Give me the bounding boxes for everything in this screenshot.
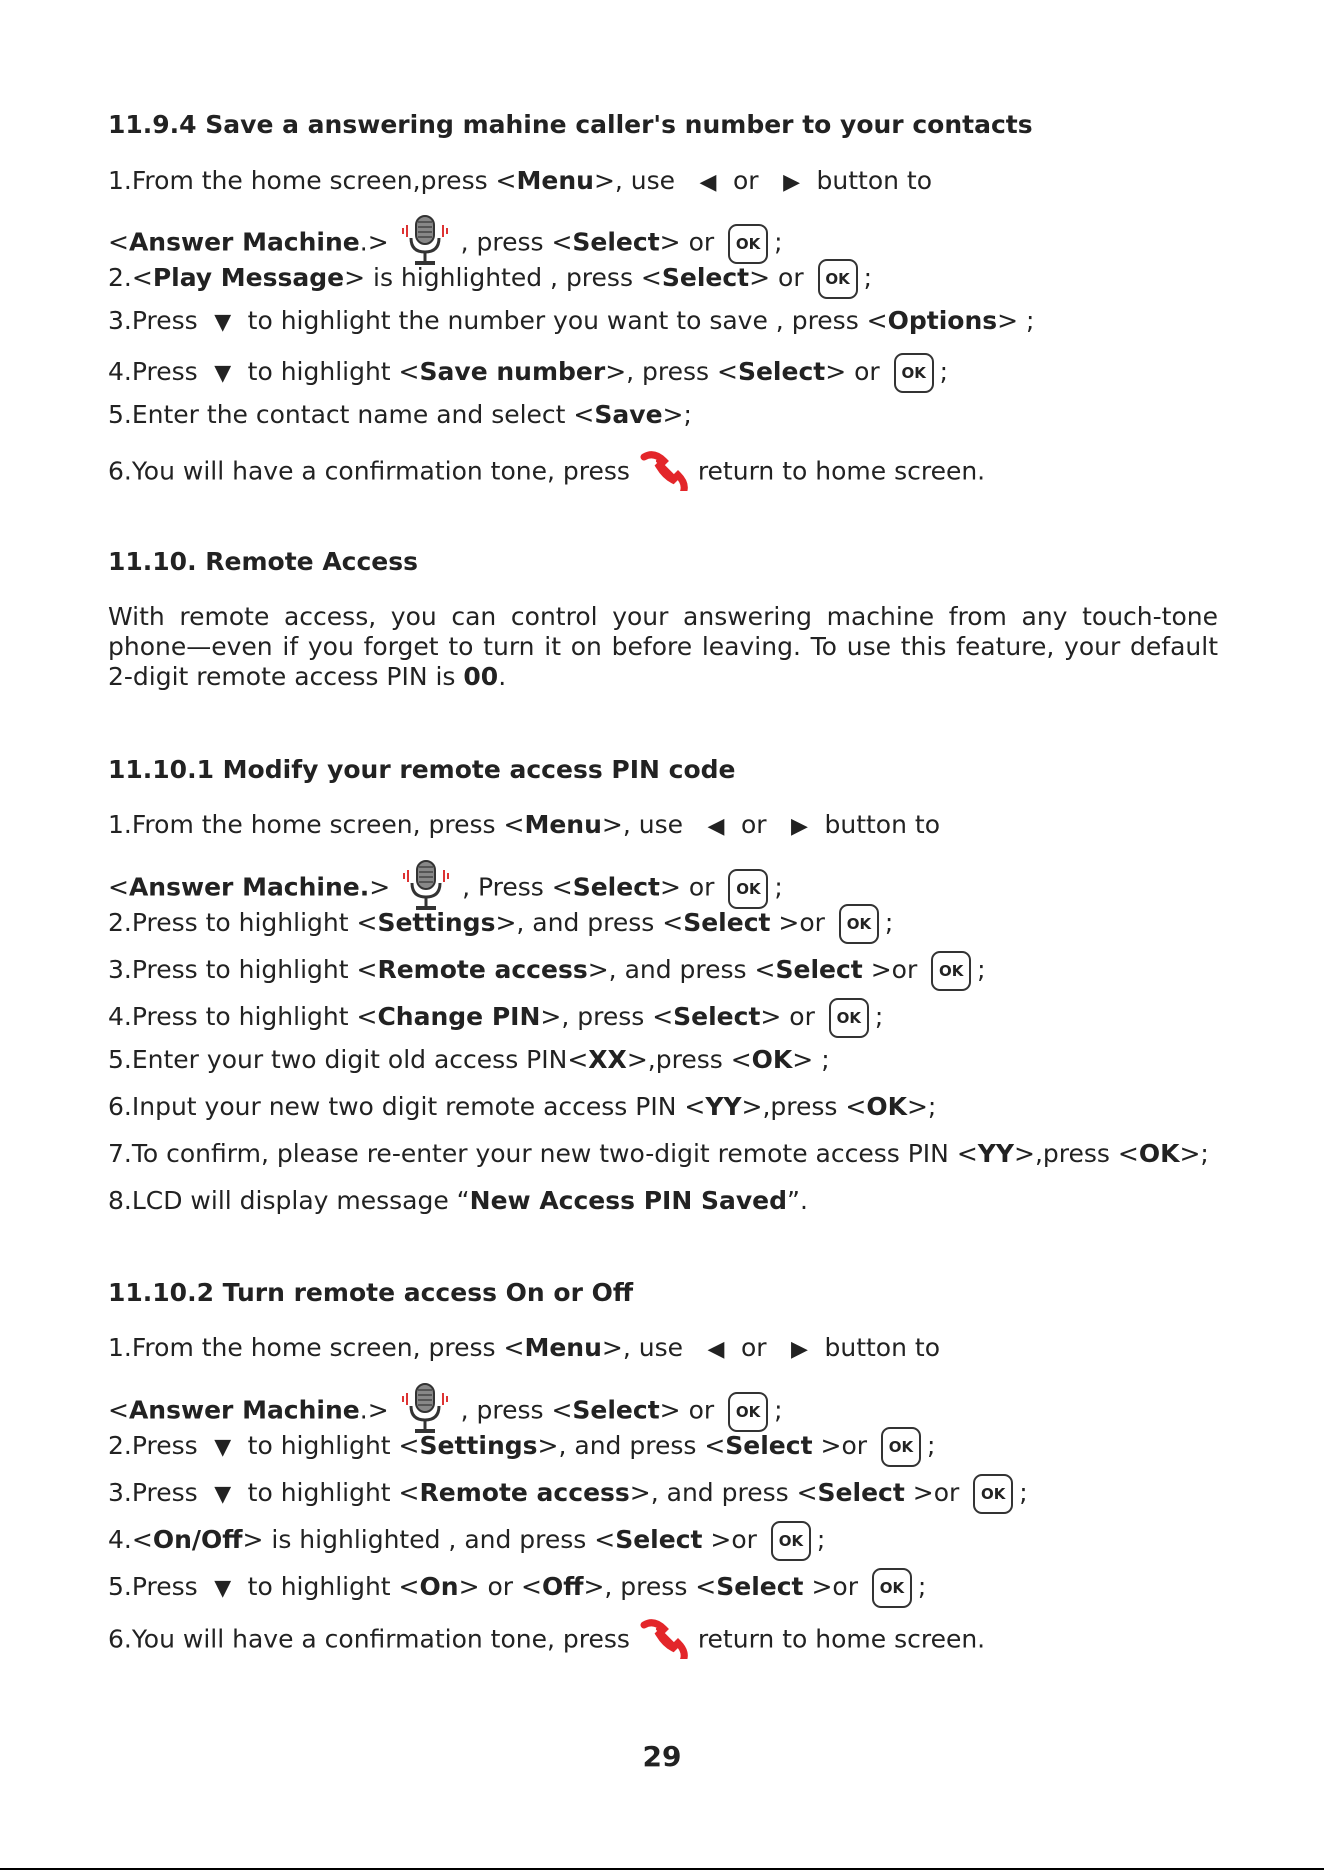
text: ; bbox=[863, 263, 872, 292]
text: > or < bbox=[458, 1572, 542, 1601]
pin-placeholder: YY bbox=[977, 1139, 1014, 1168]
select-key-label: Select bbox=[572, 872, 660, 902]
text: or bbox=[740, 1333, 767, 1362]
step-line bbox=[108, 166, 932, 198]
text: >; bbox=[662, 400, 692, 429]
select-key-label: Select bbox=[615, 1525, 703, 1554]
menu-item-label: Settings bbox=[377, 908, 496, 937]
text: >or bbox=[702, 1525, 757, 1554]
ok-key-icon: OK bbox=[973, 1474, 1013, 1514]
text: ; bbox=[939, 357, 949, 386]
text: >, press < bbox=[583, 1572, 717, 1601]
save-key-label: Save bbox=[594, 400, 663, 429]
menu-key-label: Menu bbox=[524, 810, 602, 839]
left-arrow-icon: ◀ bbox=[699, 170, 717, 195]
down-arrow-icon: ▼ bbox=[214, 310, 232, 335]
text: 6.You will have a confirmation tone, press bbox=[108, 456, 630, 486]
select-key-label: Select bbox=[572, 1395, 660, 1425]
select-key-label: Select bbox=[775, 955, 863, 984]
text: >or bbox=[904, 1478, 960, 1507]
text: ; bbox=[874, 1002, 884, 1031]
text: return to home screen. bbox=[697, 1624, 986, 1654]
text: > or bbox=[760, 1002, 815, 1031]
menu-item-label: Settings bbox=[419, 1431, 538, 1460]
text: < bbox=[108, 227, 129, 257]
text: >, and press < bbox=[629, 1478, 818, 1507]
step-line bbox=[108, 1139, 1209, 1169]
menu-item-label: Change PIN bbox=[377, 1002, 541, 1031]
select-key-label: Select bbox=[683, 908, 771, 937]
step-line bbox=[108, 1521, 825, 1561]
text: 1.From the home screen,press < bbox=[108, 166, 517, 195]
text: 3.Press bbox=[108, 1478, 198, 1507]
step-line bbox=[108, 1333, 940, 1365]
step-line bbox=[108, 259, 872, 299]
text: >,press < bbox=[626, 1045, 752, 1074]
text: 4.Press bbox=[108, 357, 198, 386]
ok-key-icon: OK bbox=[728, 869, 768, 909]
text: 4.< bbox=[108, 1525, 153, 1554]
text: > is highlighted , and press < bbox=[242, 1525, 616, 1554]
ok-key-icon: OK bbox=[931, 951, 971, 991]
page-number: 29 bbox=[642, 1740, 682, 1773]
section-heading: 11.10.1 Modify your remote access PIN code bbox=[108, 755, 736, 784]
text: return to home screen. bbox=[697, 456, 986, 486]
step-line bbox=[108, 1427, 935, 1467]
step-line bbox=[108, 1474, 1028, 1514]
end-call-icon bbox=[638, 447, 690, 498]
menu-key-label: Menu bbox=[524, 1333, 602, 1362]
select-key-label: Select bbox=[673, 1002, 761, 1031]
step-line bbox=[108, 400, 692, 430]
text: 5.Enter the contact name and select < bbox=[108, 400, 595, 429]
text: to highlight < bbox=[247, 357, 420, 386]
step-line bbox=[108, 1045, 830, 1075]
ok-key-icon: OK bbox=[881, 1427, 921, 1467]
ok-key-label: OK bbox=[751, 1045, 793, 1074]
down-arrow-icon: ▼ bbox=[214, 1482, 232, 1507]
options-key-label: Options bbox=[887, 306, 998, 335]
intro-paragraph bbox=[108, 602, 1218, 692]
ok-key-label: OK bbox=[1138, 1139, 1180, 1168]
text: >or bbox=[770, 908, 825, 937]
step-line bbox=[108, 353, 948, 393]
ok-key-icon: OK bbox=[818, 259, 858, 299]
text: >, use bbox=[601, 1333, 683, 1362]
text: 2.< bbox=[108, 263, 153, 292]
text: ; bbox=[917, 1572, 927, 1601]
text: > ; bbox=[997, 306, 1035, 335]
text: ; bbox=[926, 1431, 936, 1460]
ok-key-icon: OK bbox=[728, 1392, 768, 1432]
option-on: On bbox=[419, 1572, 459, 1601]
text: With remote access, you can control your answering machine from any touch-tone phone—even if you forget to turn it on before leaving. To use this feature, your default 2-digit remote access PIN is bbox=[108, 602, 1218, 691]
menu-item-label: Answer Machine bbox=[128, 227, 360, 257]
text: > or bbox=[749, 263, 804, 292]
text: 2.Press bbox=[108, 1431, 198, 1460]
menu-item-label: Play Message bbox=[152, 263, 345, 292]
text: button to bbox=[816, 166, 933, 195]
left-arrow-icon: ◀ bbox=[707, 814, 725, 839]
text: ; bbox=[977, 955, 986, 984]
text: > or bbox=[825, 357, 880, 386]
text: > ; bbox=[792, 1045, 830, 1074]
text: > bbox=[369, 872, 391, 902]
text: 4.Press to highlight < bbox=[108, 1002, 378, 1031]
text: to highlight < bbox=[247, 1572, 420, 1601]
text: ; bbox=[774, 227, 783, 257]
ok-key-icon: OK bbox=[872, 1568, 912, 1608]
ok-key-icon: OK bbox=[728, 224, 768, 264]
step-line bbox=[108, 998, 883, 1038]
text: >, use bbox=[601, 810, 683, 839]
text: .> bbox=[359, 1395, 389, 1425]
section-heading: 11.9.4 Save a answering mahine caller's number to your contacts bbox=[108, 110, 1033, 139]
text: 3.Press bbox=[108, 306, 198, 335]
step-line bbox=[108, 1615, 985, 1666]
step-line bbox=[108, 1186, 808, 1216]
text: or bbox=[740, 810, 767, 839]
menu-item-label: Answer Machine bbox=[128, 1395, 360, 1425]
lcd-message: New Access PIN Saved bbox=[469, 1186, 787, 1215]
text: button to bbox=[824, 810, 940, 839]
text: .> bbox=[359, 227, 389, 257]
text: 3.Press to highlight < bbox=[108, 955, 378, 984]
text: >,press < bbox=[1014, 1139, 1139, 1168]
text: >, and press < bbox=[495, 908, 684, 937]
ok-key-icon: OK bbox=[771, 1521, 811, 1561]
text: 5.Press bbox=[108, 1572, 198, 1601]
text: >or bbox=[862, 955, 918, 984]
step-line bbox=[108, 951, 986, 991]
text: >, and press < bbox=[537, 1431, 726, 1460]
text: , Press < bbox=[462, 872, 573, 902]
text: ; bbox=[884, 908, 894, 937]
right-arrow-icon: ▶ bbox=[783, 170, 800, 195]
ok-key-icon: OK bbox=[829, 998, 869, 1038]
option-off: Off bbox=[541, 1572, 584, 1601]
step-line bbox=[108, 810, 940, 842]
text: < bbox=[108, 1395, 129, 1425]
text: to highlight the number you want to save , press < bbox=[247, 306, 888, 335]
text: < bbox=[108, 872, 129, 902]
text: 6.Input your new two digit remote access PIN < bbox=[108, 1092, 706, 1121]
text: >or bbox=[812, 1431, 868, 1460]
text: >, press < bbox=[605, 357, 738, 386]
text: ; bbox=[1019, 1478, 1028, 1507]
text: >or bbox=[803, 1572, 858, 1601]
down-arrow-icon: ▼ bbox=[214, 361, 232, 386]
text: ; bbox=[774, 1395, 783, 1425]
right-arrow-icon: ▶ bbox=[791, 814, 808, 839]
step-line bbox=[108, 306, 1034, 338]
text: to highlight < bbox=[247, 1431, 420, 1460]
step-line bbox=[108, 904, 893, 944]
text: , press < bbox=[460, 1395, 573, 1425]
pin-placeholder: XX bbox=[588, 1045, 627, 1074]
text: >, press < bbox=[540, 1002, 674, 1031]
page-border-line bbox=[0, 1868, 1324, 1870]
section-heading: 11.10.2 Turn remote access On or Off bbox=[108, 1278, 634, 1307]
section-heading: 11.10. Remote Access bbox=[108, 547, 419, 576]
menu-item-label: Answer Machine. bbox=[128, 872, 370, 902]
menu-key-label: Menu bbox=[516, 166, 594, 195]
select-key-label: Select bbox=[817, 1478, 905, 1507]
select-key-label: Select bbox=[725, 1431, 813, 1460]
menu-item-label: Save number bbox=[419, 357, 606, 386]
menu-item-label: On/Off bbox=[152, 1525, 243, 1554]
text: > or bbox=[659, 227, 715, 257]
ok-key-icon: OK bbox=[894, 353, 934, 393]
text: 1.From the home screen, press < bbox=[108, 1333, 525, 1362]
default-pin: 00 bbox=[463, 662, 499, 691]
text: 8.LCD will display message “ bbox=[108, 1186, 470, 1215]
text: > or bbox=[659, 872, 715, 902]
text: 2.Press to highlight < bbox=[108, 908, 378, 937]
text: >, and press < bbox=[587, 955, 776, 984]
text: ”. bbox=[787, 1186, 808, 1215]
ok-key-icon: OK bbox=[839, 904, 879, 944]
text: ; bbox=[774, 872, 783, 902]
menu-item-label: Remote access bbox=[377, 955, 588, 984]
down-arrow-icon: ▼ bbox=[214, 1576, 232, 1601]
step-line bbox=[108, 447, 985, 498]
text: > is highlighted , press < bbox=[344, 263, 662, 292]
end-call-icon bbox=[638, 1615, 690, 1666]
text: 6.You will have a confirmation tone, press bbox=[108, 1624, 630, 1654]
step-line bbox=[108, 1568, 926, 1608]
step-line bbox=[108, 1092, 936, 1122]
select-key-label: Select bbox=[716, 1572, 804, 1601]
text: button to bbox=[824, 1333, 940, 1362]
menu-item-label: Remote access bbox=[419, 1478, 630, 1507]
select-key-label: Select bbox=[572, 227, 660, 257]
text: >; bbox=[1179, 1139, 1209, 1168]
down-arrow-icon: ▼ bbox=[214, 1435, 232, 1460]
text: 7.To confirm, please re-enter your new two-digit remote access PIN < bbox=[108, 1139, 978, 1168]
text: >, use bbox=[593, 166, 676, 195]
text: , press < bbox=[460, 227, 573, 257]
ok-key-label: OK bbox=[866, 1092, 907, 1121]
text: ; bbox=[816, 1525, 826, 1554]
text: >; bbox=[906, 1092, 937, 1121]
text: 5.Enter your two digit old access PIN< bbox=[108, 1045, 589, 1074]
text: to highlight < bbox=[247, 1478, 420, 1507]
text: or bbox=[733, 166, 759, 195]
text: > or bbox=[659, 1395, 715, 1425]
text: . bbox=[498, 662, 507, 691]
select-key-label: Select bbox=[737, 357, 826, 386]
text: 1.From the home screen, press < bbox=[108, 810, 525, 839]
select-key-label: Select bbox=[661, 263, 750, 292]
text: >,press < bbox=[741, 1092, 867, 1121]
pin-placeholder: YY bbox=[705, 1092, 742, 1121]
left-arrow-icon: ◀ bbox=[707, 1337, 725, 1362]
right-arrow-icon: ▶ bbox=[791, 1337, 808, 1362]
